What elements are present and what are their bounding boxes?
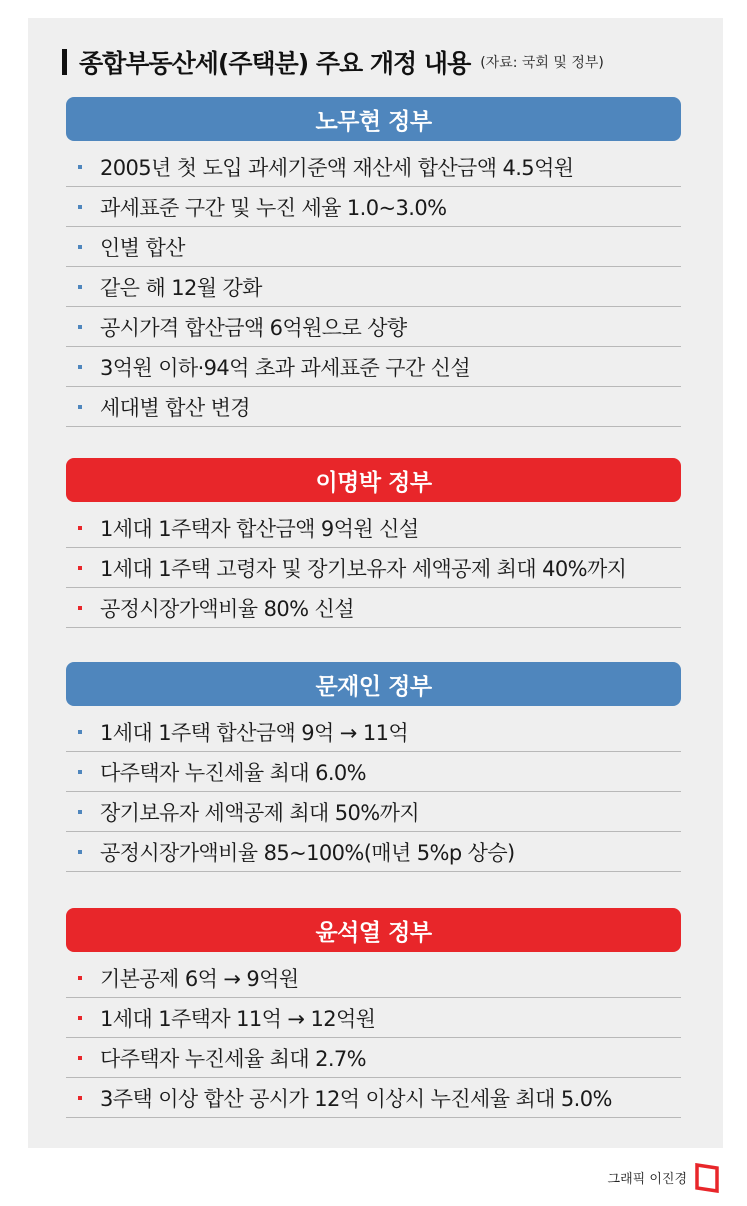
list-item: 1세대 1주택 합산금액 9억 → 11억 [66,712,681,752]
section-header: 문재인 정부 [66,662,681,706]
bullet-icon [78,850,82,854]
section-header: 윤석열 정부 [66,908,681,952]
bullet-icon [78,165,82,169]
bullet-icon [78,730,82,734]
section-moon [66,662,681,872]
bullet-icon [78,245,82,249]
list-item: 공정시장가액비율 80% 신설 [66,588,681,628]
list-item: 세대별 합산 변경 [66,387,681,427]
bullet-icon [78,1096,82,1100]
section-yoon [66,908,681,1118]
item-list [66,712,681,872]
bullet-icon [78,1056,82,1060]
bullet-icon [78,606,82,610]
graphic-credit: 그래픽 이진경 [607,1172,687,1187]
list-item: 3억원 이하·94억 초과 과세표준 구간 신설 [66,347,681,387]
list-item: 같은 해 12월 강화 [66,267,681,307]
list-item: 다주택자 누진세율 최대 2.7% [66,1038,681,1078]
item-list [66,147,681,427]
item-list [66,958,681,1118]
bullet-icon [78,526,82,530]
bullet-icon [78,365,82,369]
bullet-icon [78,205,82,209]
section-roh [66,97,681,427]
bullet-icon [78,1016,82,1020]
section-header: 노무현 정부 [66,97,681,141]
bullet-icon [78,285,82,289]
list-item: 공시가격 합산금액 6억원으로 상향 [66,307,681,347]
list-item: 다주택자 누진세율 최대 6.0% [66,752,681,792]
list-item: 1세대 1주택자 합산금액 9억원 신설 [66,508,681,548]
publisher-logo-icon [694,1163,720,1193]
list-item: 기본공제 6억 → 9억원 [66,958,681,998]
bullet-icon [78,566,82,570]
item-list [66,508,681,628]
page-title: 종합부동산세(주택분) 주요 개정 내용 [79,49,471,78]
title-row [62,44,604,80]
bullet-icon [78,976,82,980]
bullet-icon [78,405,82,409]
section-lee [66,458,681,628]
list-item: 1세대 1주택 고령자 및 장기보유자 세액공제 최대 40%까지 [66,548,681,588]
list-item: 장기보유자 세액공제 최대 50%까지 [66,792,681,832]
title-marker [62,49,67,75]
list-item: 과세표준 구간 및 누진 세율 1.0~3.0% [66,187,681,227]
source-note: (자료: 국회 및 정부) [480,55,604,71]
list-item: 1세대 1주택자 11억 → 12억원 [66,998,681,1038]
bullet-icon [78,810,82,814]
list-item: 인별 합산 [66,227,681,267]
list-item: 2005년 첫 도입 과세기준액 재산세 합산금액 4.5억원 [66,147,681,187]
bullet-icon [78,325,82,329]
list-item: 공정시장가액비율 85~100%(매년 5%p 상승) [66,832,681,872]
list-item: 3주택 이상 합산 공시가 12억 이상시 누진세율 최대 5.0% [66,1078,681,1118]
bullet-icon [78,770,82,774]
section-header: 이명박 정부 [66,458,681,502]
